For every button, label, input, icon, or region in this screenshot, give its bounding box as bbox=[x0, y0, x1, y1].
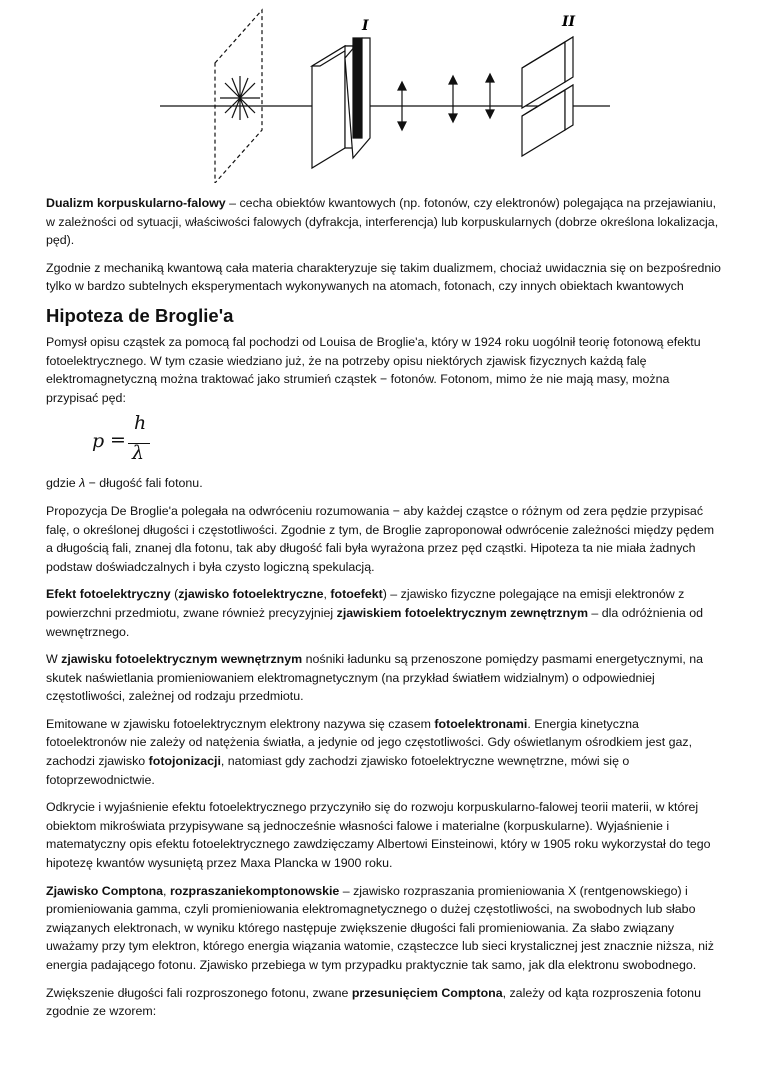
broglie-paragraph-1: Pomysł opisu cząstek za pomocą fal pochodzi od Louisa de Broglie'a, który w 1924 roku uogólnił teorię fotonową efektu fotoelektrycznego. W tym czasie wiedziano już, że na potrzeby opisu niektórych zjawisk fizycznych każdą falę elektromagnetyczną można traktować jako strumień cząstek − fotonów. Fotonom, mimo że nie mają masy, można przypisać pęd: bbox=[46, 334, 701, 405]
dualism-term: Dualizm korpuskularno-falowy bbox=[46, 196, 226, 210]
note-suffix: − długość fali fotonu. bbox=[85, 476, 203, 491]
polarizer-1 bbox=[312, 38, 370, 168]
dualism-text: – cecha obiektów kwantowych (np. fotonów, czy elektronów) polegająca na przejawianiu, w zależności od sytuacji, właściwości falowych (dyfrakcja, interferencja) lub korpuskularnych (dobrze określona lokalizacja, pęd). bbox=[46, 196, 719, 248]
text: ( bbox=[170, 587, 179, 602]
broglie-paragraph-2: Propozycja De Broglie'a polegała na odwróceniu rozumowania − aby każdej cząstce o różnym od zera pędzie przypisać falę, o określonej długości i częstotliwości. Zgodnie z tym, de Broglie zaproponował odwrócenie zależności między pędem a długością fali, znanej dla fotonu, tak aby długość fali była wyrażona przez pęd cząstki. Hipoteza ta nie miała żadnych podstaw doświadczalnych i była czysto logiczną spekulacją. bbox=[46, 503, 715, 574]
formula-denominator: λ bbox=[132, 442, 145, 465]
text: , bbox=[163, 883, 170, 898]
text: W bbox=[46, 652, 62, 667]
text: – zjawisko rozpraszania promieniowania X (rentgenowskiego) i promieniowania gamma, czyli promieniowania elektromagnetycznego o dużej częstotliwości, na swobodnych lub słabo związanych elektronach, w wyniku którego następuje zwiększenie długości fali promieniowania. Za słabo związany uważamy przy tym elektron, którego energia wiązania watomie, cząsteczce lub sieci krystalicznej jest znacznie niższa, niż energia padającego fotonu. Zjawisko przebiega w tym przypadku praktycznie tak samo, jak dla elektronu swobodnego. bbox=[46, 883, 714, 972]
term-photoionization: fotojonizacji bbox=[148, 754, 221, 769]
photoeffect-paragraph-1 bbox=[46, 585, 722, 641]
label-polarizer-1: I bbox=[362, 18, 369, 34]
term-external-photoeffect: zjawiskiem fotoelektrycznym zewnętrznym bbox=[336, 605, 588, 620]
formula-equals: = bbox=[110, 429, 126, 452]
term-photoelectrons: fotoelektronami bbox=[434, 716, 528, 731]
term-internal-photoeffect: zjawisku fotoelektrycznym wewnętrznym bbox=[61, 652, 303, 667]
momentum-formula bbox=[46, 412, 722, 472]
compton-paragraph-1 bbox=[46, 882, 722, 975]
analyzer-2 bbox=[522, 37, 573, 156]
text: Emitowane w zjawisku fotoelektrycznym elektrony nazywa się czasem bbox=[46, 716, 435, 731]
text: , zależy od kąta rozproszenia fotonu zgodnie ze wzorem: bbox=[46, 985, 701, 1019]
term-compton-scattering: rozpraszaniekomptonowskie bbox=[169, 883, 340, 898]
compton-paragraph-2 bbox=[46, 984, 722, 1021]
dualism-paragraph-2: Zgodnie z mechaniką kwantową cała materia charakteryzuje się takim dualizmem, chociaż uwidacznia się on bezpośrednio tylko w bardzo subtelnych eksperymentach wykonywanych na atomach, fotonach, czy innych obiektach kwantowych bbox=[46, 260, 721, 294]
text: , natomiast gdy zachodzi zjawisko fotoelektryczne wewnętrzne, mówi się o fotoprzewodnictwie. bbox=[46, 754, 630, 787]
photoeffect-paragraph-4: Odkrycie i wyjaśnienie efektu fotoelektrycznego przyczyniło się do rozwoju korpuskularno-falowej teorii materii, w której obiektom mikroświata przypisywane są jednocześnie własności falowe i materialne (korpuskularne). Wyjaśnienie i matematyczny opis efektu fotoelektrycznego zawdzięczamy Albertowi Einsteinowi, który w 1905 roku wykorzystał do tego hipotezę kwantów wysuniętą przez Maxa Plancka w 1900 roku. bbox=[46, 800, 711, 871]
section-heading: Hipoteza de Broglie'a bbox=[46, 304, 234, 326]
text: . Energia kinetyczna fotoelektronów nie zależy od natężenia światła, a jedynie od jego częstotliwości. Gdy oświetlanym ośrodkiem jest gaz, zachodzi zjawisko bbox=[46, 716, 693, 769]
term-fotoefekt: fotoefekt bbox=[330, 587, 383, 602]
term-photoeffect: Efekt fotoelektryczny bbox=[46, 587, 171, 602]
polarization-diagram bbox=[140, 8, 610, 183]
term-compton-shift: przesunięciem Comptona bbox=[351, 985, 503, 1000]
dualism-paragraph bbox=[46, 194, 722, 250]
article-body bbox=[46, 194, 722, 1030]
vibration-arrows bbox=[398, 74, 494, 130]
formula-note bbox=[46, 474, 722, 493]
note-prefix: gdzie bbox=[46, 476, 80, 491]
note-symbol: λ bbox=[79, 476, 86, 491]
text: – dla odróżnienia od wewnętrznego. bbox=[46, 605, 704, 639]
text: nośniki ładunku są przenoszone pomiędzy pasmami energetycznymi, na skutek naświetlania promieniowaniem elektromagnetycznym (na przykład światłem widzialnym) o odpowiedniej częstotliwości, zależnej od rodzaju przedmiotu. bbox=[46, 652, 703, 704]
photoeffect-paragraph-3 bbox=[46, 715, 722, 789]
formula-lhs: p bbox=[92, 430, 105, 453]
term-compton-effect: Zjawisko Comptona bbox=[46, 883, 164, 898]
text: ) – zjawisko fizyczne polegające na emisji elektronów z powierzchni przedmiotu, zwane również precyzyjniej bbox=[46, 587, 685, 620]
formula-numerator: h bbox=[134, 412, 147, 435]
text: , bbox=[323, 587, 331, 602]
term-photo-phenomenon: zjawisko fotoelektryczne bbox=[178, 587, 324, 602]
photoeffect-paragraph-2 bbox=[46, 650, 722, 706]
unpolarized-light-star bbox=[220, 76, 260, 120]
text: Zwiększenie długości fali rozproszonego fotonu, zwane bbox=[46, 985, 352, 1000]
label-analyzer-2: II bbox=[562, 14, 576, 30]
